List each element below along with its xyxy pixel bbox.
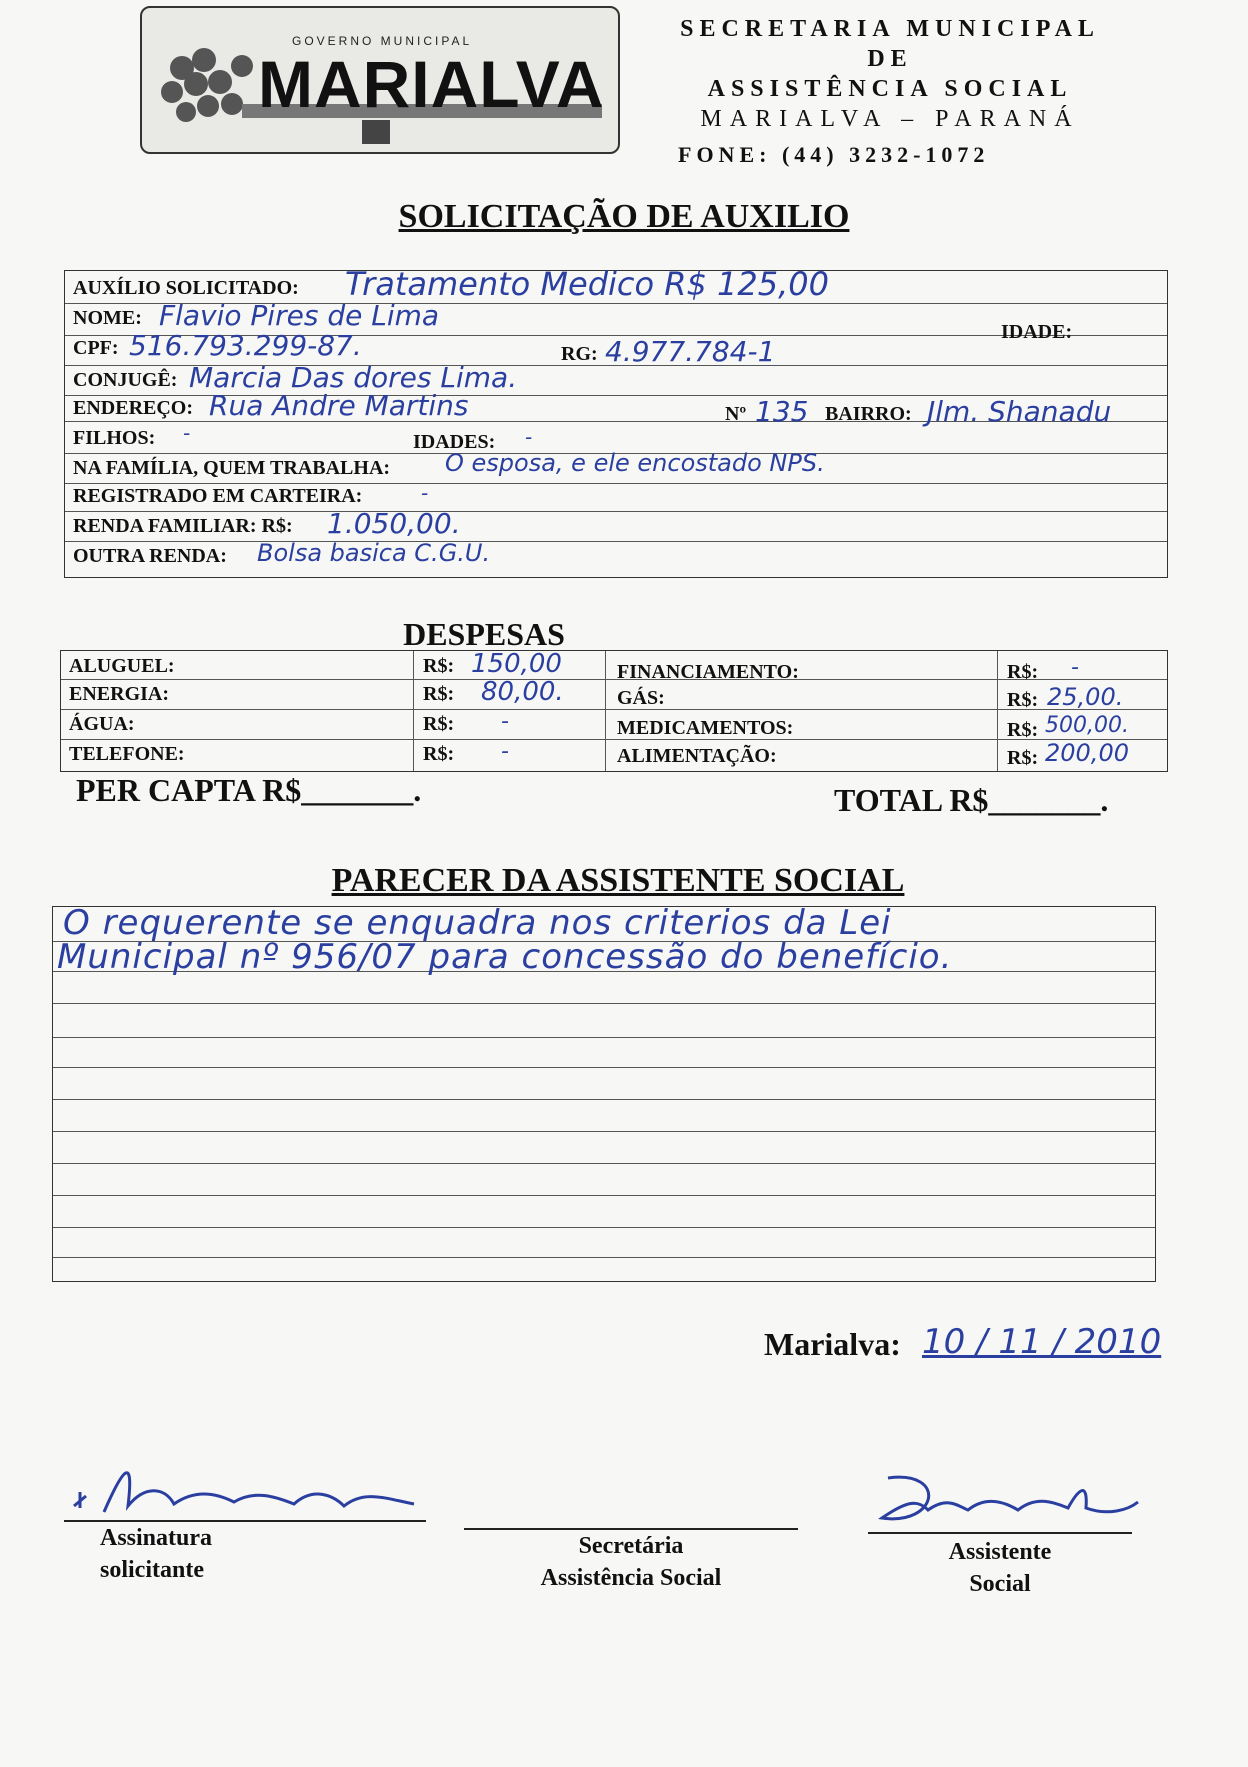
gas-label: GÁS: [617, 687, 665, 709]
endereco-label: ENDEREÇO: [73, 397, 194, 419]
medicamentos-label: MEDICAMENTOS: [617, 717, 794, 739]
header-line3: ASSISTÊNCIA SOCIAL [707, 76, 1073, 102]
secretaria-label [464, 1530, 798, 1594]
gas-currency: R$: [1007, 689, 1039, 711]
nome-label: NOME: [73, 307, 142, 329]
renda-label: RENDA FAMILIAR: R$: [73, 515, 293, 537]
date-label: Marialva: [764, 1326, 901, 1362]
numero-label: Nº [725, 403, 747, 425]
alimentacao-label: ALIMENTAÇÃO: [617, 745, 777, 767]
header-line4: MARIALVA – PARANÁ [700, 106, 1080, 132]
endereco-value: Rua Andre Martins [209, 389, 469, 422]
assistente-signature [868, 1460, 1148, 1540]
conjuge-value: Marcia Das dores Lima. [189, 361, 518, 394]
solicitante-signature [64, 1446, 434, 1526]
bairro-label: BAIRRO: [825, 403, 912, 425]
financiamento-label: FINANCIAMENTO: [617, 661, 799, 683]
rg-label: RG: [561, 343, 598, 365]
energia-currency: R$: [423, 683, 455, 705]
parecer-line2: Municipal nº 956/07 para concessão do benefício. [57, 937, 953, 977]
idades-value: - [525, 425, 533, 449]
parecer-box [52, 903, 1156, 1282]
cpf-value: 516.793.299-87. [129, 329, 362, 362]
parecer-title: PARECER DA ASSISTENTE SOCIAL [331, 862, 905, 899]
bairro-value: Jlm. Shanadu [927, 395, 1112, 428]
rg-value: 4.977.784-1 [605, 335, 776, 368]
header-phone: FONE: (44) 3232-1072 [678, 142, 990, 167]
assistente-label [868, 1536, 1132, 1600]
financiamento-value: - [1071, 655, 1079, 680]
telefone-value: - [501, 739, 509, 764]
energia-label: ENERGIA: [69, 683, 170, 705]
aluguel-currency: R$: [423, 655, 455, 677]
idade-label: IDADE: [1001, 321, 1073, 343]
trabalha-value: O esposa, e ele encostado NPS. [445, 449, 825, 477]
marialva-logo [140, 6, 620, 154]
assistente-line [868, 1532, 1132, 1534]
solicitante-label [100, 1522, 310, 1586]
logo-text: MARIALVA [258, 47, 605, 121]
filhos-value: - [183, 421, 191, 445]
renda-value: 1.050,00. [327, 507, 461, 540]
header-line2: DE [867, 46, 913, 72]
conjuge-label: CONJUGÊ: [73, 369, 178, 391]
header-line1: SECRETARIA MUNICIPAL [680, 16, 1100, 42]
despesas-table [60, 650, 1168, 772]
alimentacao-currency: R$: [1007, 747, 1039, 769]
solicitante-label-1: Assinatura [100, 1525, 213, 1551]
outra-renda-label: OUTRA RENDA: [73, 545, 227, 567]
energia-value: 80,00. [481, 677, 564, 707]
header-info [630, 14, 1150, 170]
auxilio-label: AUXÍLIO SOLICITADO: [73, 277, 299, 299]
date-value: 10 / 11 / 2010 [922, 1322, 1162, 1362]
page-title: SOLICITAÇÃO DE AUXILIO [398, 198, 850, 235]
alimentacao-value: 200,00 [1045, 739, 1129, 767]
auxilio-value: Tratamento Medico R$ 125,00 [345, 265, 829, 303]
per-capta: PER CAPTA R$_______. [76, 772, 422, 808]
secretaria-label-2: Assistência Social [540, 1565, 722, 1591]
carteira-label: REGISTRADO EM CARTEIRA: [73, 485, 363, 507]
solicitante-label-2: solicitante [100, 1557, 204, 1583]
gas-value: 25,00. [1047, 683, 1124, 711]
medicamentos-currency: R$: [1007, 719, 1039, 741]
agua-value: - [501, 709, 509, 734]
request-form [64, 265, 1168, 578]
logo-small-text: GOVERNO MUNICIPAL [292, 34, 473, 48]
telefone-label: TELEFONE: [69, 743, 185, 765]
assistente-label-2: Social [969, 1571, 1031, 1597]
carteira-value: - [421, 481, 429, 505]
medicamentos-value: 500,00. [1045, 713, 1129, 738]
numero-value: 135 [755, 395, 809, 428]
parecer-line1: O requerente se enquadra nos criterios da Lei [63, 903, 892, 943]
filhos-label: FILHOS: [73, 427, 156, 449]
idades-label: IDADES: [413, 431, 496, 453]
outra-renda-value: Bolsa basica C.G.U. [257, 539, 491, 567]
financiamento-currency: R$: [1007, 661, 1039, 683]
despesas-title: DESPESAS [403, 616, 565, 652]
trabalha-label: NA FAMÍLIA, QUEM TRABALHA: [73, 457, 391, 479]
secretaria-label-1: Secretária [578, 1533, 684, 1559]
telefone-currency: R$: [423, 743, 455, 765]
assistente-label-1: Assistente [948, 1539, 1052, 1565]
aluguel-label: ALUGUEL: [69, 655, 175, 677]
nome-value: Flavio Pires de Lima [159, 299, 440, 332]
total: TOTAL R$_______. [834, 782, 1109, 818]
agua-currency: R$: [423, 713, 455, 735]
aluguel-value: 150,00 [471, 649, 562, 679]
agua-label: ÁGUA: [69, 713, 135, 735]
cpf-label: CPF: [73, 337, 119, 359]
